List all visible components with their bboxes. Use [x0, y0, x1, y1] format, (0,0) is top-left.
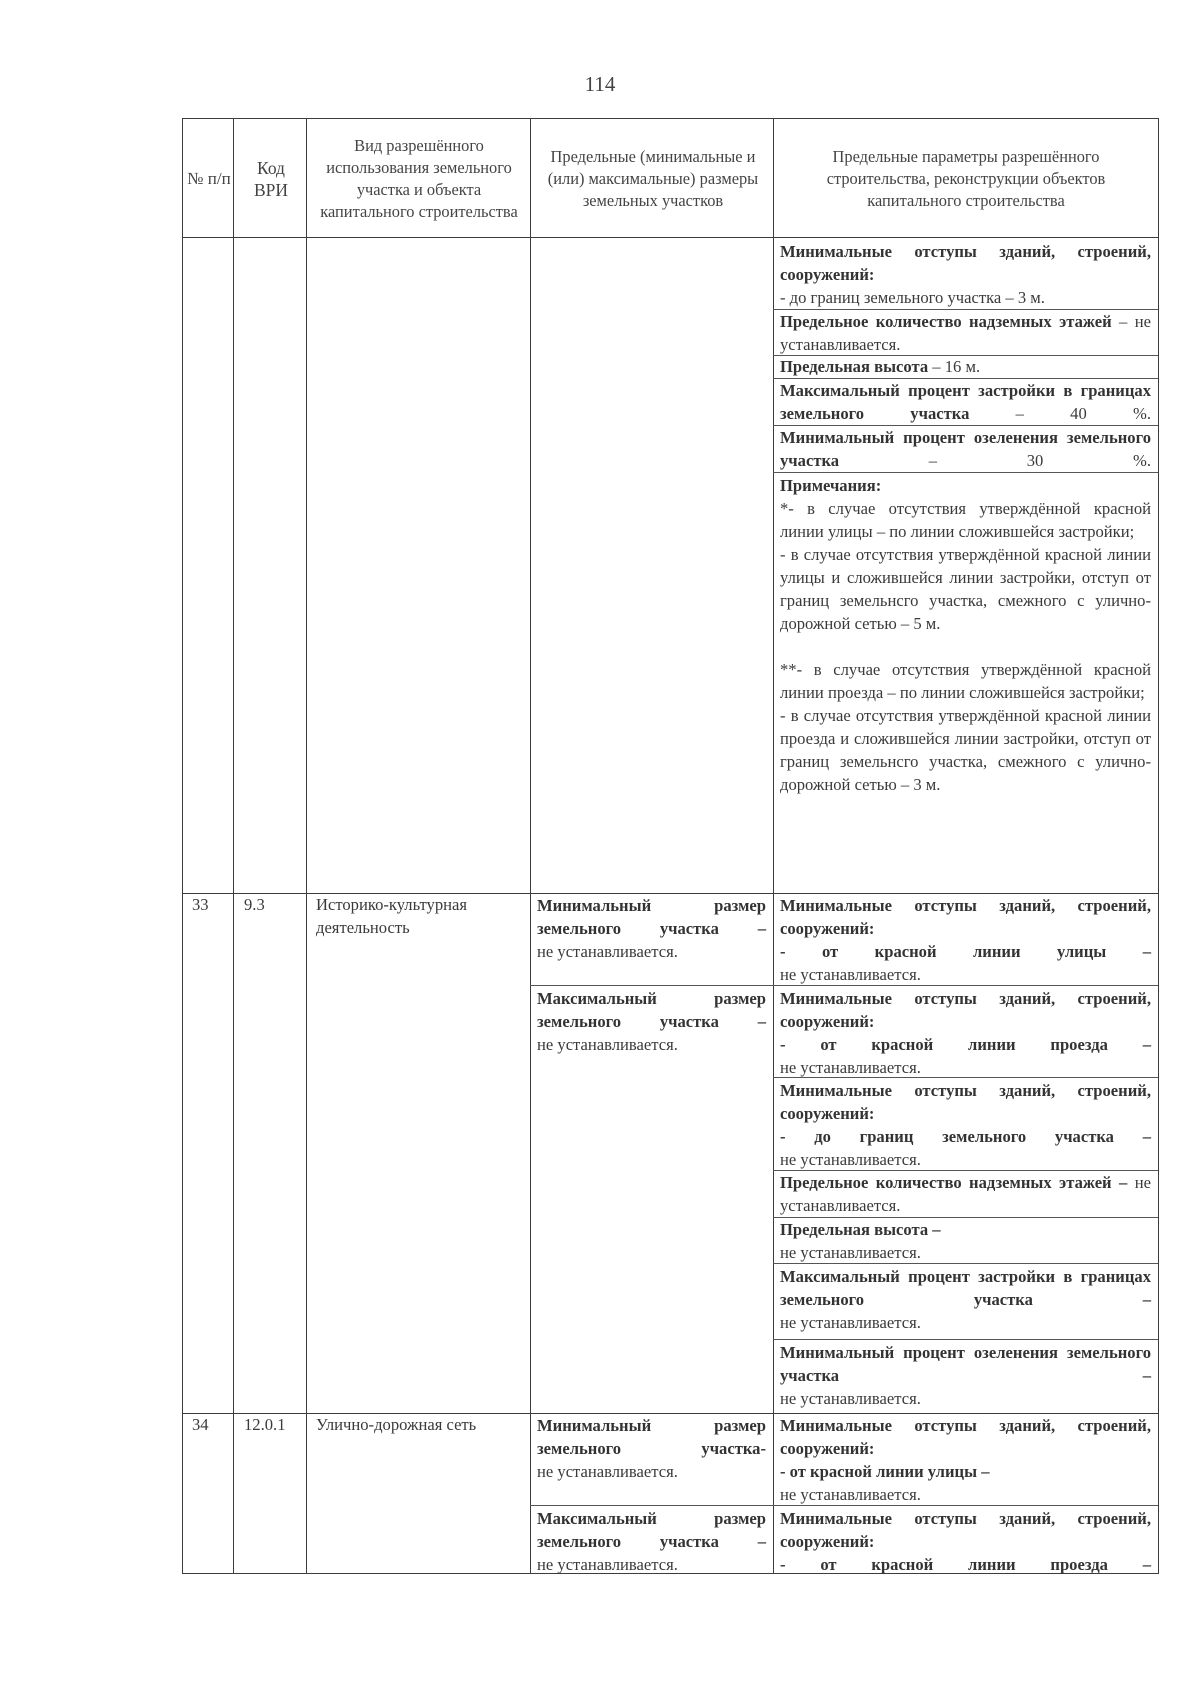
row33-use: Историко-культурная деятельность — [316, 895, 468, 937]
row34-code: 12.0.1 — [244, 1415, 286, 1434]
cont-height: Предельная высота – 16 м. — [780, 357, 981, 376]
row33-param-setback-boundary: Минимальные отступы зданий, строений, сооружений: - до границ земельного участка – не устанавливается. — [780, 1081, 1151, 1169]
cont-floors: Предельное количество надземных этажей – не устанавливается. — [780, 312, 1151, 354]
row33-param-setback-passage: Минимальные отступы зданий, строений, сооружений: - от красной линии проезда – не устанавливается. — [780, 989, 1151, 1077]
row34-min-size: Минимальный размер земельного участка- не устанавливается. — [537, 1416, 766, 1481]
header-plot-sizes: Предельные (минимальные и (или) максимальные) размеры земельных участков — [547, 146, 759, 210]
row33-num: 33 — [192, 895, 209, 914]
row33-max-size: Максимальный размер земельного участка – не устанавливается. — [537, 989, 766, 1054]
row34-param-setback-passage: Минимальные отступы зданий, строений, сооружений: - от красной линии проезда – — [780, 1509, 1151, 1574]
header-params: Предельные параметры разрешённого строительства, реконструкции объектов капитального строительства — [826, 146, 1106, 210]
row34-use: Улично-дорожная сеть — [316, 1415, 477, 1434]
header-code: Код ВРИ — [253, 157, 289, 200]
cont-notes: Примечания: *- в случае отсутствия утверждённой красной линии улицы – по линии сложившейся застройки; - в случае отсутствия утверждённой красной линии улицы и сложившейся линии застройки, отступ от границ земельнсго участка, смежного с улично-дорожной сетью – 5 м. **- в случае отсутствия утверждённой красной линии проезда – по линии сложившейся застройки; - в случае отсутствия утверждённой красной линии проезда и сложившейся линии застройки, отступ от границ земельнсго участка, смежного с улично-дорожной сетью – 3 м. — [780, 476, 1151, 794]
row34-param-setback-street: Минимальные отступы зданий, строений, сооружений: - от красной линии улицы – не устанавливается. — [780, 1416, 1151, 1504]
row33-param-floors: Предельное количество надземных этажей – не устанавливается. — [780, 1173, 1151, 1215]
row33-param-green: Минимальный процент озеленения земельного участка – не устанавливается. — [780, 1343, 1151, 1408]
header-num: № п/п — [187, 168, 231, 188]
header-use-type: Вид разрешённого использования земельного участка и объекта капитального строительства — [320, 135, 518, 221]
cont-setback: Минимальные отступы зданий, строений, сооружений: - до границ земельного участка – 3 м. — [780, 242, 1151, 307]
row34-max-size: Максимальный размер земельного участка – не устанавливается. — [537, 1509, 766, 1574]
page-number: 114 — [584, 72, 616, 96]
row33-code: 9.3 — [244, 895, 265, 914]
row33-param-coverage: Максимальный процент застройки в границах земельного участка – не устанавливается. — [780, 1267, 1151, 1332]
row34-num: 34 — [192, 1415, 209, 1434]
cont-coverage: Максимальный процент застройки в границах земельного участка – 40 %. — [780, 381, 1151, 423]
row33-param-setback-street: Минимальные отступы зданий, строений, сооружений: - от красной линии улицы – не устанавливается. — [780, 896, 1151, 984]
row33-min-size: Минимальный размер земельного участка – не устанавливается. — [537, 896, 766, 961]
cont-green: Минимальный процент озеленения земельного участка – 30 %. — [780, 428, 1151, 470]
row33-param-height: Предельная высота – не устанавливается. — [780, 1220, 941, 1262]
